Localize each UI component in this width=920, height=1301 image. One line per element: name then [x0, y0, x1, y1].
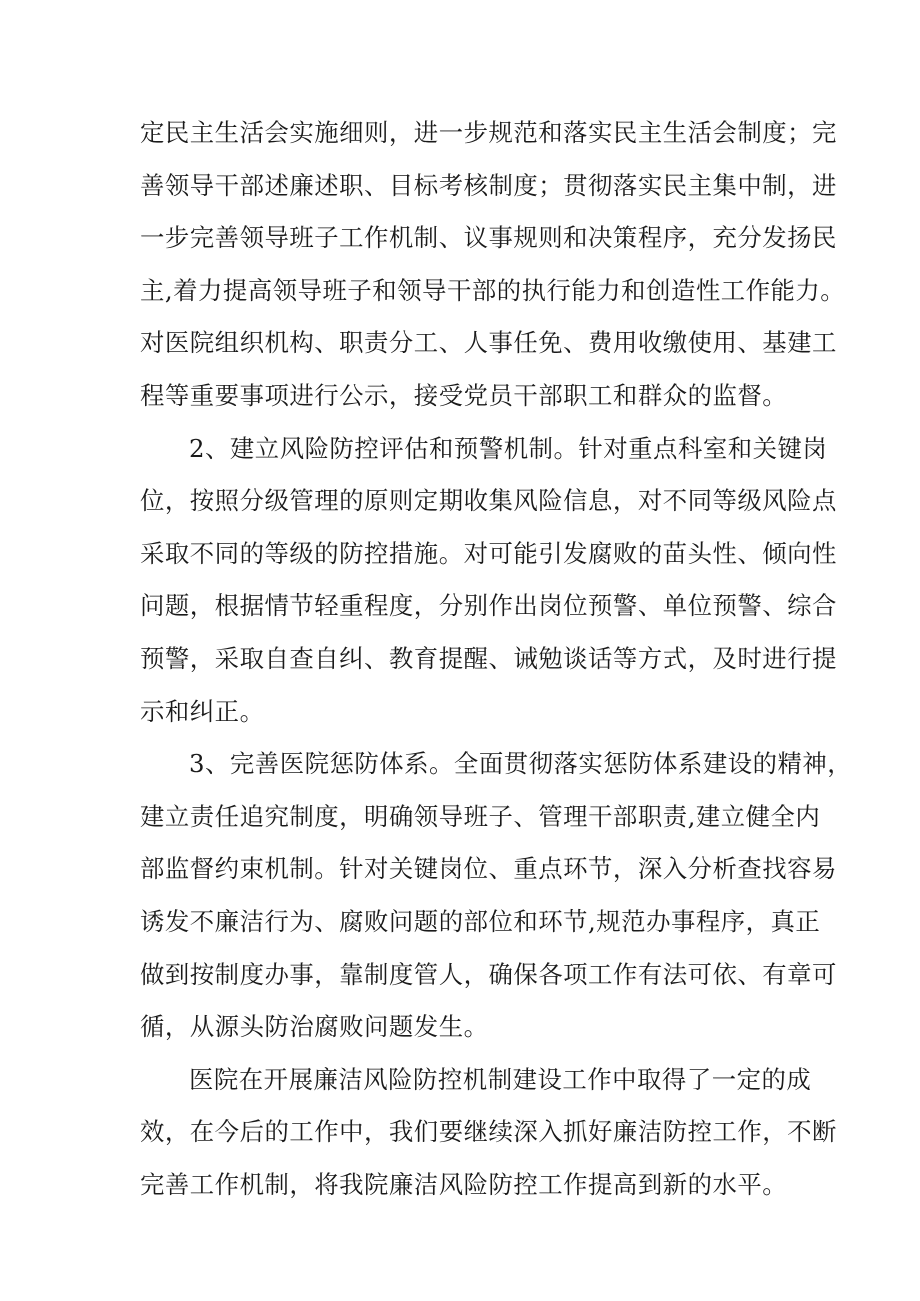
text-line: 善领导干部述廉述职、目标考核制度；贯彻落实民主集中制，进: [140, 170, 837, 200]
document-body: [140, 107, 853, 1211]
text-line: 一步完善领导班子工作机制、议事规则和决策程序，充分发扬民: [140, 223, 837, 253]
text-line: 医院在开展廉洁风险防控机制建设工作中取得了一定的成: [189, 1064, 812, 1094]
text-line: 3、完善医院惩防体系。全面贯彻落实惩防体系建设的精神，: [189, 749, 853, 779]
text-line: 问题，根据情节轻重程度，分别作出岗位预警、单位预警、综合: [140, 591, 837, 621]
text-line: 对医院组织机构、职责分工、人事任免、费用收缴使用、基建工: [140, 328, 837, 358]
text-line: 完善工作机制，将我院廉洁风险防控工作提高到新的水平。: [140, 1169, 788, 1199]
text-line: 2、建立风险防控评估和预警机制。针对重点科室和关键岗: [189, 433, 828, 463]
text-line: 主,着力提高领导班子和领导干部的执行能力和创造性工作能力。: [140, 275, 846, 305]
text-line: 效，在今后的工作中，我们要继续深入抓好廉洁防控工作，不断: [140, 1117, 837, 1147]
text-line: 预警，采取自查自纠、教育提醒、诫勉谈话等方式，及时进行提: [140, 643, 837, 673]
paragraph: [140, 423, 837, 739]
text-line: 示和纠正。: [140, 696, 265, 726]
text-line: 做到按制度办事，靠制度管人，确保各项工作有法可依、有章可: [140, 959, 837, 989]
text-line: 诱发不廉洁行为、腐败问题的部位和环节,规范办事程序，真正: [140, 906, 821, 936]
text-line: 位，按照分级管理的原则定期收集风险信息，对不同等级风险点: [140, 486, 837, 516]
text-line: 定民主生活会实施细则，进一步规范和落实民主生活会制度；完: [140, 118, 837, 147]
text-line: 采取不同的等级的防控措施。对可能引发腐败的苗头性、倾向性: [140, 538, 837, 568]
paragraph: [140, 738, 853, 1054]
paragraph: [140, 1054, 837, 1212]
paragraph: [140, 107, 846, 423]
text-line: 建立责任追究制度，明确领导班子、管理干部职责,建立健全内: [140, 801, 821, 831]
text-line: 部监督约束机制。针对关键岗位、重点环节，深入分析查找容易: [140, 854, 837, 884]
text-line: 程等重要事项进行公示，接受党员干部职工和群众的监督。: [140, 380, 788, 410]
text-line: 循，从源头防治腐败问题发生。: [140, 1012, 489, 1042]
